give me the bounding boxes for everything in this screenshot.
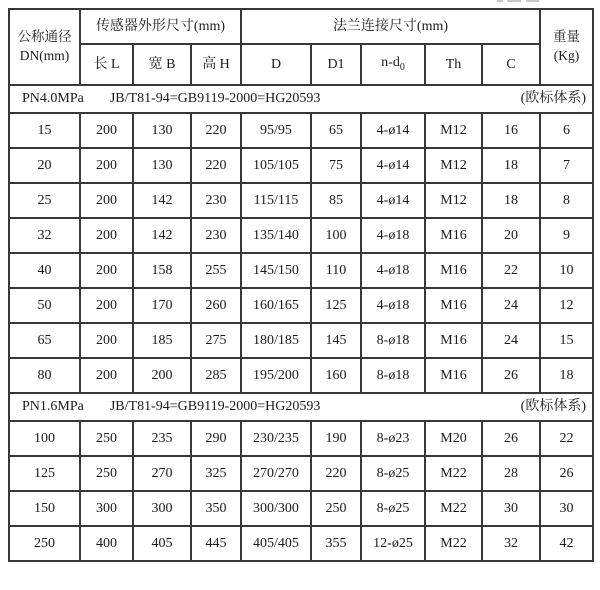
table-row — [9, 456, 593, 491]
header-col-th: Th — [425, 44, 482, 85]
cell-d: 115/115 — [241, 183, 311, 218]
cell-d1: 190 — [311, 421, 361, 456]
header-dn — [9, 9, 80, 85]
cell-length: 200 — [80, 148, 133, 183]
cell-weight: 8 — [540, 183, 593, 218]
cell-width: 270 — [133, 456, 191, 491]
cell-weight: 15 — [540, 323, 593, 358]
cell-d: 405/405 — [241, 526, 311, 561]
cell-c: 22 — [482, 253, 540, 288]
standard-label: JB/T81-94=GB9119-2000=HG20593 — [109, 399, 321, 415]
cell-c: 24 — [482, 323, 540, 358]
cell-height: 350 — [191, 491, 241, 526]
cell-d: 135/140 — [241, 218, 311, 253]
cell-weight: 26 — [540, 456, 593, 491]
cell-nd0: 4-ø18 — [361, 253, 425, 288]
cell-d1: 160 — [311, 358, 361, 393]
cell-dn: 125 — [9, 456, 80, 491]
header-col-length: 长 L — [80, 44, 133, 85]
cropped-text-artifact — [497, 0, 539, 2]
header-col-c: C — [482, 44, 540, 85]
cell-dn: 15 — [9, 113, 80, 148]
cell-length: 200 — [80, 253, 133, 288]
cell-width: 185 — [133, 323, 191, 358]
cell-length: 200 — [80, 183, 133, 218]
pressure-label: PN4.0MPa — [22, 91, 84, 107]
cell-height: 445 — [191, 526, 241, 561]
pressure-label: PN1.6MPa — [22, 399, 84, 415]
cell-width: 142 — [133, 218, 191, 253]
cell-c: 18 — [482, 183, 540, 218]
cell-c: 16 — [482, 113, 540, 148]
cell-width: 405 — [133, 526, 191, 561]
cell-d: 270/270 — [241, 456, 311, 491]
cell-d1: 250 — [311, 491, 361, 526]
cell-c: 18 — [482, 148, 540, 183]
cell-dn: 250 — [9, 526, 80, 561]
cell-dn: 32 — [9, 218, 80, 253]
cell-nd0: 8-ø18 — [361, 358, 425, 393]
cell-d1: 125 — [311, 288, 361, 323]
header-col-width: 宽 B — [133, 44, 191, 85]
cell-nd0: 8-ø25 — [361, 456, 425, 491]
cell-dn: 20 — [9, 148, 80, 183]
cell-d: 145/150 — [241, 253, 311, 288]
pressure-section-cell — [9, 393, 593, 421]
header-col-height: 高 H — [191, 44, 241, 85]
cell-height: 220 — [191, 148, 241, 183]
cell-d: 180/185 — [241, 323, 311, 358]
cell-length: 300 — [80, 491, 133, 526]
cell-height: 220 — [191, 113, 241, 148]
table-row — [9, 183, 593, 218]
cell-height: 325 — [191, 456, 241, 491]
cell-d1: 65 — [311, 113, 361, 148]
cell-length: 200 — [80, 358, 133, 393]
cell-width: 130 — [133, 113, 191, 148]
cell-width: 300 — [133, 491, 191, 526]
cell-dn: 25 — [9, 183, 80, 218]
cell-width: 200 — [133, 358, 191, 393]
header-weight-title: 重量 — [553, 29, 580, 45]
cell-weight: 6 — [540, 113, 593, 148]
cell-c: 26 — [482, 421, 540, 456]
header-col-d: D — [241, 44, 311, 85]
pressure-section-row — [9, 393, 593, 421]
cell-th: M22 — [425, 491, 482, 526]
cell-height: 255 — [191, 253, 241, 288]
cell-nd0: 4-ø14 — [361, 113, 425, 148]
cell-dn: 150 — [9, 491, 80, 526]
cell-height: 285 — [191, 358, 241, 393]
table-row — [9, 218, 593, 253]
header-dn-sub: DN(mm) — [19, 48, 70, 63]
table-header — [9, 9, 593, 85]
table-row — [9, 526, 593, 561]
cell-dn: 65 — [9, 323, 80, 358]
cell-c: 30 — [482, 491, 540, 526]
cell-nd0: 12-ø25 — [361, 526, 425, 561]
cell-th: M22 — [425, 526, 482, 561]
spec-table — [8, 8, 594, 562]
cell-width: 142 — [133, 183, 191, 218]
cell-d: 95/95 — [241, 113, 311, 148]
table-row — [9, 253, 593, 288]
header-col-nd0-sub: 0 — [399, 62, 405, 74]
cell-length: 200 — [80, 288, 133, 323]
cell-th: M12 — [425, 183, 482, 218]
header-col-d1: D1 — [311, 44, 361, 85]
cell-weight: 30 — [540, 491, 593, 526]
standard-label: JB/T81-94=GB9119-2000=HG20593 — [109, 91, 321, 107]
cell-d1: 75 — [311, 148, 361, 183]
cell-nd0: 8-ø23 — [361, 421, 425, 456]
cell-th: M12 — [425, 113, 482, 148]
cell-height: 290 — [191, 421, 241, 456]
cell-weight: 22 — [540, 421, 593, 456]
cell-weight: 18 — [540, 358, 593, 393]
cell-weight: 10 — [540, 253, 593, 288]
cell-dn: 40 — [9, 253, 80, 288]
cell-d: 300/300 — [241, 491, 311, 526]
cell-d: 105/105 — [241, 148, 311, 183]
cell-nd0: 4-ø14 — [361, 183, 425, 218]
table-row — [9, 148, 593, 183]
cell-d: 160/165 — [241, 288, 311, 323]
cell-th: M16 — [425, 218, 482, 253]
cell-dn: 50 — [9, 288, 80, 323]
cell-th: M16 — [425, 323, 482, 358]
header-sensor-group: 传感器外形尺寸(mm) — [80, 9, 241, 44]
table-body — [9, 85, 593, 561]
cell-nd0: 4-ø18 — [361, 218, 425, 253]
cell-length: 250 — [80, 456, 133, 491]
table-row — [9, 421, 593, 456]
header-col-nd0-main: n-d — [381, 55, 400, 71]
table-row — [9, 491, 593, 526]
header-weight-sub: (Kg) — [553, 48, 580, 63]
cell-nd0: 4-ø18 — [361, 288, 425, 323]
cell-d1: 85 — [311, 183, 361, 218]
cell-d: 230/235 — [241, 421, 311, 456]
cell-c: 28 — [482, 456, 540, 491]
cell-th: M16 — [425, 288, 482, 323]
cell-c: 24 — [482, 288, 540, 323]
cell-height: 230 — [191, 183, 241, 218]
header-col-nd0 — [361, 44, 425, 85]
cell-th: M20 — [425, 421, 482, 456]
cell-weight: 12 — [540, 288, 593, 323]
cell-d1: 100 — [311, 218, 361, 253]
pressure-section-row — [9, 85, 593, 113]
note-label: (欧标体系) — [520, 399, 586, 415]
cell-height: 230 — [191, 218, 241, 253]
cell-dn: 100 — [9, 421, 80, 456]
cell-weight: 7 — [540, 148, 593, 183]
note-label: (欧标体系) — [520, 91, 586, 107]
cell-width: 170 — [133, 288, 191, 323]
cell-width: 130 — [133, 148, 191, 183]
table-row — [9, 113, 593, 148]
cell-th: M22 — [425, 456, 482, 491]
cell-th: M12 — [425, 148, 482, 183]
cell-c: 26 — [482, 358, 540, 393]
cell-height: 275 — [191, 323, 241, 358]
cell-height: 260 — [191, 288, 241, 323]
header-weight — [540, 9, 593, 85]
cell-nd0: 4-ø14 — [361, 148, 425, 183]
cell-d: 195/200 — [241, 358, 311, 393]
header-dn-title: 公称通径 — [17, 29, 72, 45]
cell-length: 200 — [80, 113, 133, 148]
cell-width: 158 — [133, 253, 191, 288]
cell-c: 20 — [482, 218, 540, 253]
cell-length: 200 — [80, 323, 133, 358]
cell-length: 250 — [80, 421, 133, 456]
cell-weight: 9 — [540, 218, 593, 253]
cell-d1: 355 — [311, 526, 361, 561]
cell-nd0: 8-ø18 — [361, 323, 425, 358]
cell-th: M16 — [425, 358, 482, 393]
header-flange-group: 法兰连接尺寸(mm) — [241, 9, 540, 44]
cell-th: M16 — [425, 253, 482, 288]
pressure-section-cell — [9, 85, 593, 113]
cell-weight: 42 — [540, 526, 593, 561]
cell-length: 200 — [80, 218, 133, 253]
cell-d1: 110 — [311, 253, 361, 288]
cell-dn: 80 — [9, 358, 80, 393]
table-row — [9, 323, 593, 358]
cell-c: 32 — [482, 526, 540, 561]
table-row — [9, 358, 593, 393]
cell-nd0: 8-ø25 — [361, 491, 425, 526]
cell-width: 235 — [133, 421, 191, 456]
cell-d1: 145 — [311, 323, 361, 358]
cell-length: 400 — [80, 526, 133, 561]
table-row — [9, 288, 593, 323]
cell-d1: 220 — [311, 456, 361, 491]
